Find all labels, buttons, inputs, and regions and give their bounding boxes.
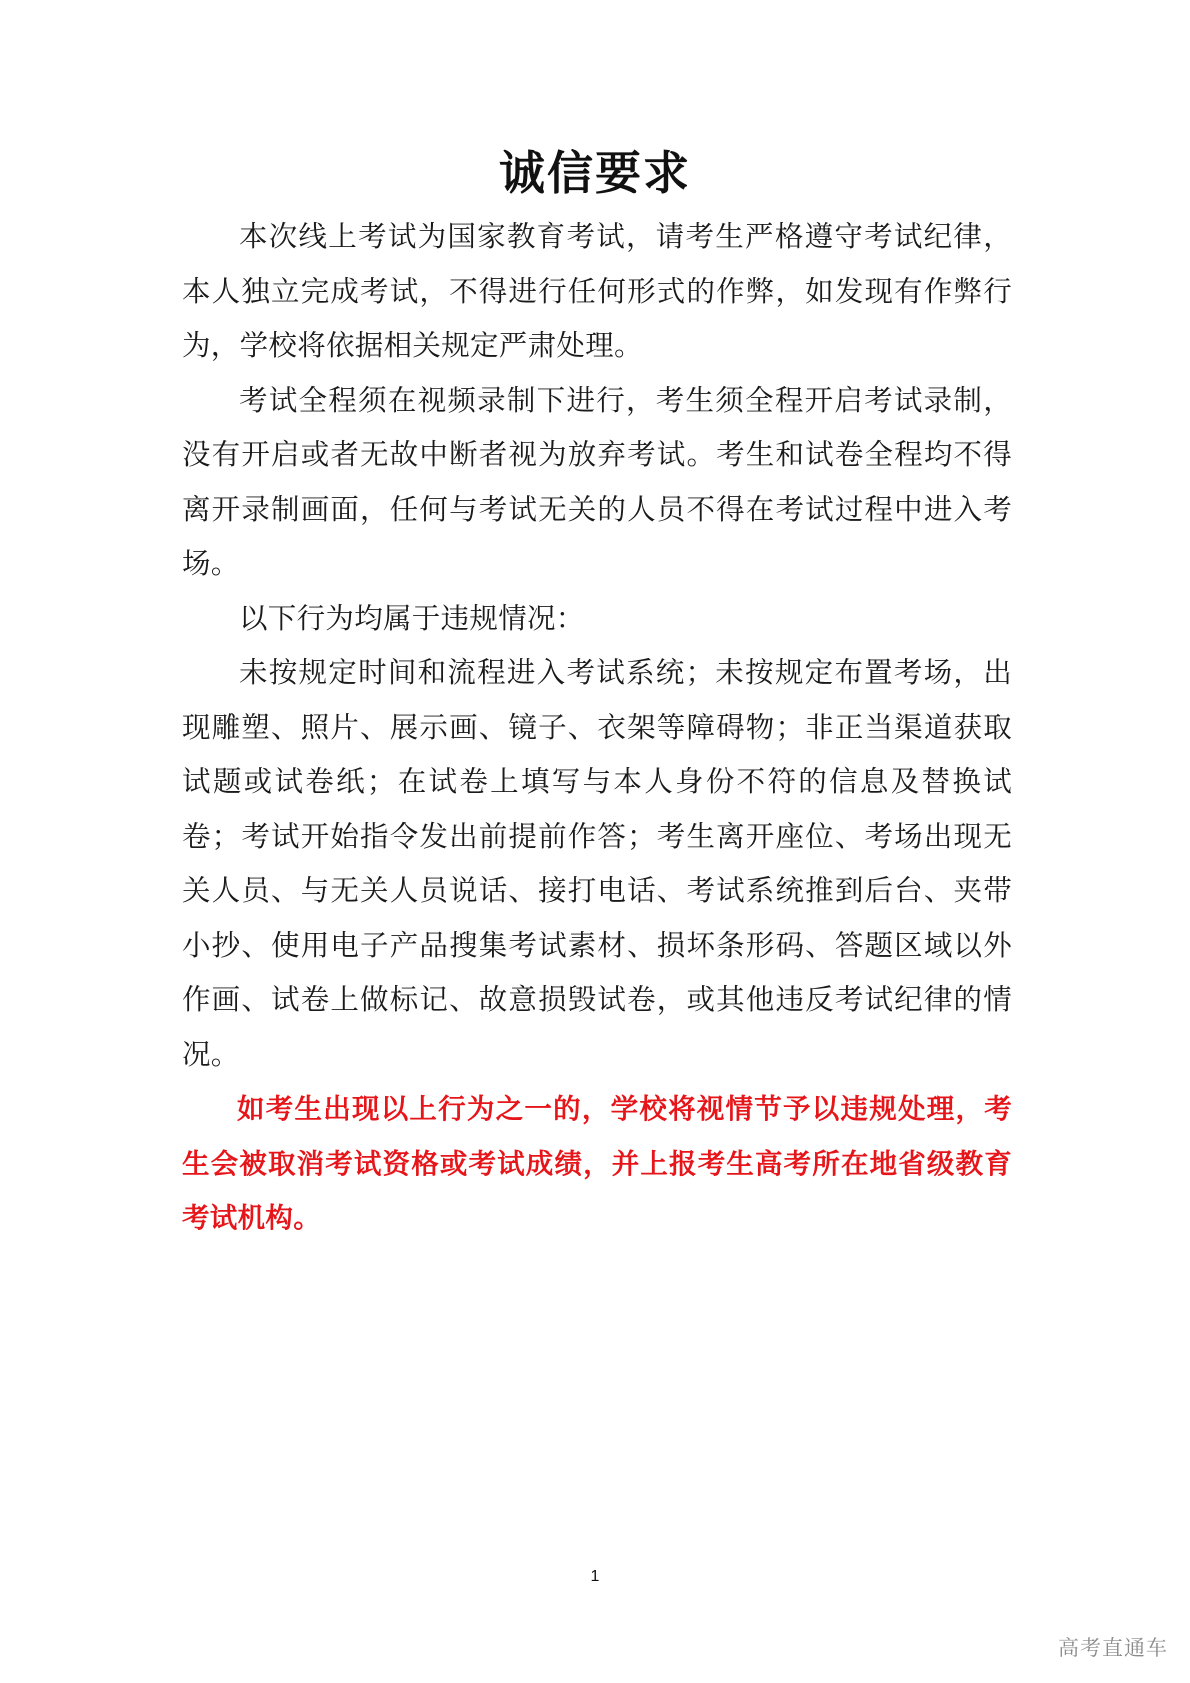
paragraph-exam-rules: 本次线上考试为国家教育考试，请考生严格遵守考试纪律，本人独立完成考试，不得进行任何形式的作弊，如发现有作弊行为，学校将依据相关规定严肃处理。 [182, 220, 1012, 362]
paragraph-video-recording: 考试全程须在视频录制下进行，考生须全程开启考试录制，没有开启或者无故中断者视为放弃考试。考生和试卷全程均不得离开录制画面，任何与考试无关的人员不得在考试过程中进入考场。 [182, 383, 1012, 580]
document-body [182, 210, 1012, 1246]
watermark: 高考直通车 [1058, 1636, 1168, 1660]
page-title: 诚信要求 [499, 146, 691, 200]
paragraph-violations-heading: 以下行为均属于违规情况： [239, 601, 585, 635]
paragraph-violations-list: 未按规定时间和流程进入考试系统；未按规定布置考场，出现雕塑、照片、展示画、镜子、衣架等障碍物；非正当渠道获取试题或试卷纸；在试卷上填写与本人身份不符的信息及替换试卷；考试开始指令发出前提前作答；考生离开座位、考场出现无关人员、与无关人员说话、接打电话、考试系统推到后台、夹带小抄、使用电子产品搜集考试素材、损坏条形码、答题区域以外作画、试卷上做标记、故意损毁试卷，或其他违反考试纪律的情况。 [182, 656, 1012, 1071]
page-number: 1 [590, 1568, 600, 1585]
warning-paragraph: 如考生出现以上行为之一的，学校将视情节予以违规处理，考生会被取消考试资格或考试成绩，并上报考生高考所在地省级教育考试机构。 [182, 1093, 1012, 1234]
